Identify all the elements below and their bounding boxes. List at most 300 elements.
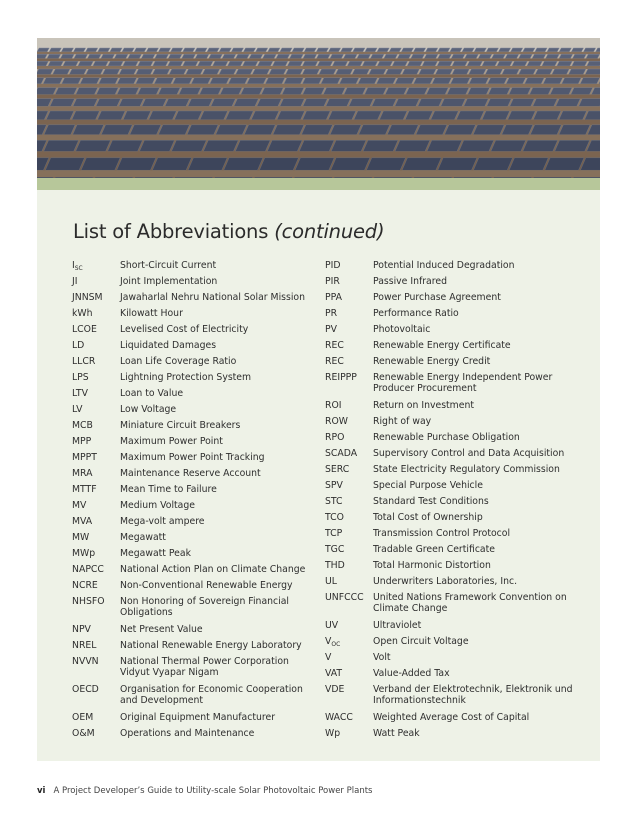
- abbreviation-term: [325, 324, 337, 335]
- solar-panel: [37, 48, 49, 52]
- abbreviation-text: STC: [325, 496, 343, 507]
- abbreviation-term: [72, 712, 93, 723]
- solar-panel: [462, 48, 474, 52]
- abbreviation-definition: Renewable Energy Credit: [373, 356, 491, 367]
- abbreviation-term: [325, 308, 337, 319]
- abbreviation-text: OECD: [72, 684, 99, 695]
- solar-panel: [37, 78, 44, 84]
- abbreviation-definition: Megawatt Peak: [120, 548, 191, 559]
- abbreviation-term: [72, 516, 92, 527]
- abbreviation-definition: Kilowatt Hour: [120, 308, 183, 319]
- abbreviation-term: [325, 528, 342, 539]
- solar-panel: [97, 111, 125, 120]
- solar-panel: [411, 54, 425, 58]
- abbreviation-text: TCO: [325, 512, 344, 523]
- abbreviation-term: [325, 292, 342, 303]
- solar-panel: [562, 78, 582, 84]
- solar-panel: [426, 48, 438, 52]
- solar-panel: [358, 78, 378, 84]
- ground-strip: [37, 58, 600, 61]
- solar-panel: [352, 69, 369, 74]
- solar-panel: [261, 88, 283, 95]
- solar-panel: [256, 48, 268, 52]
- solar-panel: [379, 111, 407, 120]
- abbreviation-definition: Weighted Average Cost of Capital: [373, 712, 530, 723]
- abbreviation-term: [72, 484, 97, 495]
- ground-strip: [37, 84, 600, 88]
- solar-panel: [487, 99, 512, 107]
- solar-panel: [533, 99, 558, 107]
- solar-panel: [226, 111, 254, 120]
- solar-panel: [571, 48, 583, 52]
- solar-panel: [252, 69, 269, 74]
- solar-panel: [363, 140, 398, 151]
- solar-panel: [330, 54, 344, 58]
- solar-panel: [62, 78, 82, 84]
- solar-panel: [98, 48, 110, 52]
- solar-panel: [482, 111, 510, 120]
- solar-panel: [37, 99, 52, 107]
- abbreviation-text: MW: [72, 532, 90, 543]
- solar-panel: [211, 99, 236, 107]
- solar-panel: [302, 78, 322, 84]
- solar-panel: [222, 54, 236, 58]
- abbreviation-text: UNFCCC: [325, 592, 364, 603]
- abbreviation-definition: Total Harmonic Distortion: [373, 560, 491, 571]
- solar-panel: [142, 99, 167, 107]
- abbreviation-definition: Net Present Value: [120, 624, 203, 635]
- ground-strip: [37, 151, 600, 157]
- solar-panel: [474, 48, 486, 52]
- solar-panel: [295, 158, 334, 170]
- abbreviation-text: LD: [72, 340, 85, 351]
- abbreviation-text: MWp: [72, 548, 96, 559]
- solar-panel: [202, 69, 219, 74]
- solar-panel: [117, 88, 139, 95]
- solar-panel: [37, 61, 48, 66]
- solar-panel: [349, 99, 374, 107]
- solar-panel: [365, 48, 377, 52]
- solar-panel: [580, 78, 600, 84]
- abbreviation-term: [72, 500, 86, 511]
- abbreviation-term: [325, 372, 357, 383]
- abbreviation-text: SPV: [325, 480, 343, 491]
- abbreviation-definition: Open Circuit Voltage: [373, 636, 469, 647]
- solar-panel: [243, 48, 255, 52]
- solar-panel: [234, 99, 259, 107]
- abbreviation-term: [72, 372, 89, 383]
- solar-panel: [251, 111, 279, 120]
- solar-panel: [376, 78, 396, 84]
- abbreviation-definition: Value-Added Tax: [373, 668, 450, 679]
- abbreviation-definition: Transmission Control Protocol: [373, 528, 511, 539]
- solar-panel: [392, 61, 407, 66]
- abbreviation-definition: National Action Plan on Climate Change: [120, 564, 306, 575]
- solar-panel: [535, 48, 547, 52]
- abbreviation-subscript: SC: [74, 265, 83, 272]
- solar-panel: [224, 158, 263, 170]
- solar-panel: [138, 61, 153, 66]
- abbreviation-term: [325, 592, 364, 603]
- ground-strip: [37, 66, 600, 69]
- solar-panel: [316, 48, 328, 52]
- solar-panel: [122, 48, 134, 52]
- solar-panel: [387, 125, 418, 135]
- solar-panel: [61, 48, 73, 52]
- abbreviation-text: JI: [72, 276, 78, 287]
- abbreviation-term: [325, 560, 345, 571]
- abbreviation-definition: Non Honoring of Sovereign Financial Obligations: [120, 596, 290, 618]
- abbreviation-text: VDE: [325, 684, 345, 695]
- solar-panel: [155, 54, 169, 58]
- solar-panel: [119, 99, 144, 107]
- solar-panel: [591, 88, 600, 95]
- solar-panel: [273, 125, 304, 135]
- solar-panel: [37, 111, 48, 120]
- abbreviation-definition: Mean Time to Failure: [120, 484, 217, 495]
- solar-panel: [532, 54, 546, 58]
- solar-panel: [76, 88, 98, 95]
- solar-panel: [123, 61, 138, 66]
- abbreviation-definition: Medium Voltage: [120, 500, 196, 511]
- solar-panel: [257, 61, 272, 66]
- solar-panel: [508, 111, 536, 120]
- solar-panel: [519, 54, 533, 58]
- abbreviation-definition: Mega-volt ampere: [120, 516, 205, 527]
- solar-panel: [280, 48, 292, 52]
- abbreviation-text: kWh: [72, 308, 93, 319]
- solar-panel: [559, 54, 573, 58]
- solar-panel: [339, 78, 359, 84]
- page-footer: [37, 786, 372, 796]
- solar-panel: [169, 69, 186, 74]
- solar-panel: [587, 61, 600, 66]
- solar-panel: [134, 48, 146, 52]
- solar-panel: [152, 69, 169, 74]
- solar-panel: [395, 99, 420, 107]
- abbreviation-text: JNNSM: [72, 292, 103, 303]
- abbreviation-text: WACC: [325, 712, 353, 723]
- solar-panel: [347, 61, 362, 66]
- solar-panel: [418, 99, 443, 107]
- solar-panel: [153, 61, 168, 66]
- header-divider: [37, 178, 600, 190]
- solar-panel: [114, 54, 128, 58]
- solar-panel: [550, 88, 572, 95]
- solar-panel: [545, 158, 584, 170]
- footer-title: A Project Developer’s Guide to Utility-scale Solar Photovoltaic Power Plants: [53, 786, 373, 796]
- abbreviation-text: MTTF: [72, 484, 97, 495]
- solar-panel: [249, 54, 263, 58]
- abbreviation-text: NPV: [72, 624, 91, 635]
- abbreviation-term: [72, 292, 103, 303]
- abbreviation-term: [325, 260, 341, 271]
- title-continued: (continued): [274, 220, 385, 243]
- solar-panel: [469, 69, 486, 74]
- solar-panel: [473, 158, 512, 170]
- solar-panel: [80, 78, 100, 84]
- solar-panel: [241, 88, 263, 95]
- solar-panel: [413, 78, 433, 84]
- solar-panel: [272, 61, 287, 66]
- abbreviation-definition: Passive Infrared: [373, 276, 447, 287]
- solar-panel: [343, 54, 357, 58]
- abbreviation-definition: Maintenance Reserve Account: [120, 468, 261, 479]
- solar-panel: [303, 111, 331, 120]
- abbreviation-text: LTV: [72, 388, 88, 399]
- abbreviation-text: PV: [325, 324, 337, 335]
- solar-panel: [559, 48, 571, 52]
- solar-panel: [468, 88, 490, 95]
- solar-panel: [87, 54, 101, 58]
- abbreviation-text: MPP: [72, 436, 92, 447]
- abbreviation-term: [72, 728, 95, 739]
- solar-panel: [328, 111, 356, 120]
- solar-panel: [81, 158, 120, 170]
- solar-panel: [485, 69, 502, 74]
- solar-panel: [263, 54, 277, 58]
- solar-panel: [86, 69, 103, 74]
- abbreviation-term: [325, 684, 344, 695]
- abbreviation-text: REIPPP: [325, 372, 357, 383]
- solar-panel: [48, 61, 63, 66]
- abbreviation-term: [325, 712, 353, 723]
- solar-panel: [401, 48, 413, 52]
- abbreviation-definition: Volt: [373, 652, 391, 663]
- solar-panel: [354, 111, 382, 120]
- solar-panel: [158, 125, 189, 135]
- abbreviation-term: [72, 548, 95, 559]
- solar-panel: [276, 54, 290, 58]
- solar-panel: [119, 69, 136, 74]
- solar-panel: [69, 69, 86, 74]
- abbreviation-text: MVA: [72, 516, 93, 527]
- solar-panel: [359, 125, 390, 135]
- solar-panel: [136, 78, 156, 84]
- abbreviation-definition: Power Purchase Agreement: [373, 292, 501, 303]
- solar-panel: [331, 158, 370, 170]
- solar-panel: [316, 54, 330, 58]
- abbreviation-text: THD: [325, 560, 345, 571]
- solar-panel: [60, 54, 74, 58]
- abbreviation-definition: Renewable Energy Independent Power Producer Procurement: [373, 372, 553, 394]
- solar-panel: [76, 140, 111, 151]
- solar-panel: [188, 158, 227, 170]
- abbreviation-term: [72, 624, 91, 635]
- abbreviation-term: [72, 656, 99, 667]
- solar-panel: [269, 69, 286, 74]
- abbreviation-definition: Lightning Protection System: [120, 372, 252, 383]
- solar-panel: [303, 99, 328, 107]
- abbreviation-definition: Non-Conventional Renewable Energy: [120, 580, 293, 591]
- solar-panel: [441, 99, 466, 107]
- solar-panel: [559, 111, 587, 120]
- abbreviation-text: UV: [325, 620, 339, 631]
- solar-panel: [542, 61, 557, 66]
- solar-panel: [533, 111, 561, 120]
- abbreviation-term: [72, 684, 99, 695]
- title-main: List of Abbreviations: [73, 220, 269, 243]
- abbreviation-definition: Maximum Power Point: [120, 436, 223, 447]
- solar-panel: [395, 140, 430, 151]
- solar-panel: [37, 54, 47, 58]
- solar-panel: [259, 158, 298, 170]
- abbreviation-term: [325, 496, 343, 507]
- solar-panel: [317, 61, 332, 66]
- solar-panel: [438, 158, 477, 170]
- solar-panel: [465, 54, 479, 58]
- abbreviation-term: [72, 388, 88, 399]
- solar-panel: [96, 88, 118, 95]
- solar-panel: [416, 125, 447, 135]
- abbreviation-term: [325, 276, 340, 287]
- abbreviation-term: [325, 652, 331, 663]
- solar-panel: [362, 61, 377, 66]
- solar-panel: [525, 78, 545, 84]
- solar-panel: [547, 48, 559, 52]
- solar-panel: [335, 69, 352, 74]
- solar-panel: [74, 54, 88, 58]
- solar-panel: [389, 48, 401, 52]
- solar-panel: [268, 48, 280, 52]
- solar-panel: [377, 48, 389, 52]
- solar-panel: [326, 99, 351, 107]
- solar-panel: [405, 111, 433, 120]
- solar-panel: [146, 48, 158, 52]
- abbreviation-text: LV: [72, 404, 83, 415]
- solar-panel: [216, 125, 247, 135]
- solar-panel: [452, 69, 469, 74]
- solar-panel: [353, 48, 365, 52]
- solar-panel: [187, 125, 218, 135]
- abbreviation-text: TCP: [325, 528, 343, 539]
- solar-panel: [555, 140, 590, 151]
- solar-panel: [438, 54, 452, 58]
- solar-panel: [50, 99, 75, 107]
- abbreviation-term: [325, 400, 342, 411]
- abbreviation-definition: Photovoltaic: [373, 324, 431, 335]
- solar-panel: [341, 48, 353, 52]
- solar-panel: [384, 54, 398, 58]
- solar-panel: [419, 69, 436, 74]
- solar-panel: [235, 140, 270, 151]
- solar-panel: [168, 54, 182, 58]
- solar-panel: [488, 78, 508, 84]
- solar-panel: [413, 48, 425, 52]
- abbreviation-text: V: [325, 636, 332, 647]
- solar-panel: [556, 99, 581, 107]
- abbreviation-text: SERC: [325, 464, 350, 475]
- solar-panel: [366, 158, 405, 170]
- abbreviation-definition: Watt Peak: [373, 728, 420, 739]
- solar-panel: [171, 48, 183, 52]
- solar-panel: [236, 69, 253, 74]
- solar-panel: [512, 61, 527, 66]
- solar-panel: [141, 54, 155, 58]
- solar-panel: [299, 140, 334, 151]
- solar-panel: [372, 99, 397, 107]
- abbreviation-definition: Standard Test Conditions: [373, 496, 489, 507]
- solar-panel: [583, 48, 595, 52]
- abbreviation-term: [72, 276, 77, 287]
- solar-panel: [344, 88, 366, 95]
- abbreviation-term: [325, 480, 343, 491]
- solar-panel: [432, 78, 452, 84]
- solar-panel: [117, 158, 156, 170]
- solar-panel: [482, 61, 497, 66]
- abbreviation-definition: Performance Ratio: [373, 308, 459, 319]
- solar-panel: [171, 140, 206, 151]
- abbreviation-text: MV: [72, 500, 87, 511]
- abbreviation-term: [325, 432, 344, 443]
- solar-panel: [49, 48, 61, 52]
- solar-panel: [402, 158, 441, 170]
- solar-panel: [328, 48, 340, 52]
- solar-farm-photo: [37, 38, 600, 178]
- abbreviation-term: [325, 544, 344, 555]
- solar-panel: [128, 54, 142, 58]
- solar-panel: [200, 111, 228, 120]
- solar-panel: [506, 78, 526, 84]
- abbreviation-term: [72, 308, 92, 319]
- solar-panel: [46, 111, 74, 120]
- solar-panel: [209, 54, 223, 58]
- abbreviation-term: [72, 324, 97, 335]
- abbreviation-term: [72, 356, 95, 367]
- solar-panel: [203, 140, 238, 151]
- solar-panel: [377, 61, 392, 66]
- solar-panel: [191, 78, 211, 84]
- solar-panel: [459, 140, 494, 151]
- abbreviation-text: NAPCC: [72, 564, 104, 575]
- abbreviation-text: SCADA: [325, 448, 358, 459]
- abbreviation-term: [325, 728, 340, 739]
- solar-panel: [149, 111, 177, 120]
- solar-panel: [102, 69, 119, 74]
- solar-panel: [406, 88, 428, 95]
- solar-panel: [557, 61, 572, 66]
- solar-panel: [552, 69, 569, 74]
- solar-panel: [174, 111, 202, 120]
- solar-panel: [292, 48, 304, 52]
- solar-panel: [152, 158, 191, 170]
- abbreviation-text: PID: [325, 260, 341, 271]
- abbreviation-term: [325, 668, 342, 679]
- abbreviation-text: LCOE: [72, 324, 97, 335]
- solar-panel: [198, 61, 213, 66]
- solar-panel: [580, 158, 600, 170]
- abbreviation-term: [72, 640, 96, 651]
- solar-panel: [450, 48, 462, 52]
- solar-panel: [431, 111, 459, 120]
- abbreviation-term: [72, 404, 83, 415]
- solar-panel: [572, 61, 587, 66]
- solar-panel: [511, 48, 523, 52]
- solar-panel: [585, 111, 600, 120]
- abbreviation-term: [325, 448, 357, 459]
- solar-panel: [195, 48, 207, 52]
- ground-strip: [37, 135, 600, 141]
- abbreviation-term: [72, 260, 83, 274]
- solar-panel: [136, 69, 153, 74]
- solar-panel: [99, 78, 119, 84]
- abbreviation-definition: Original Equipment Manufacturer: [120, 712, 276, 723]
- solar-panel: [37, 69, 53, 74]
- solar-panel: [502, 69, 519, 74]
- abbreviation-text: LPS: [72, 372, 89, 383]
- abbreviation-text: MPPT: [72, 452, 97, 463]
- solar-panel: [257, 99, 282, 107]
